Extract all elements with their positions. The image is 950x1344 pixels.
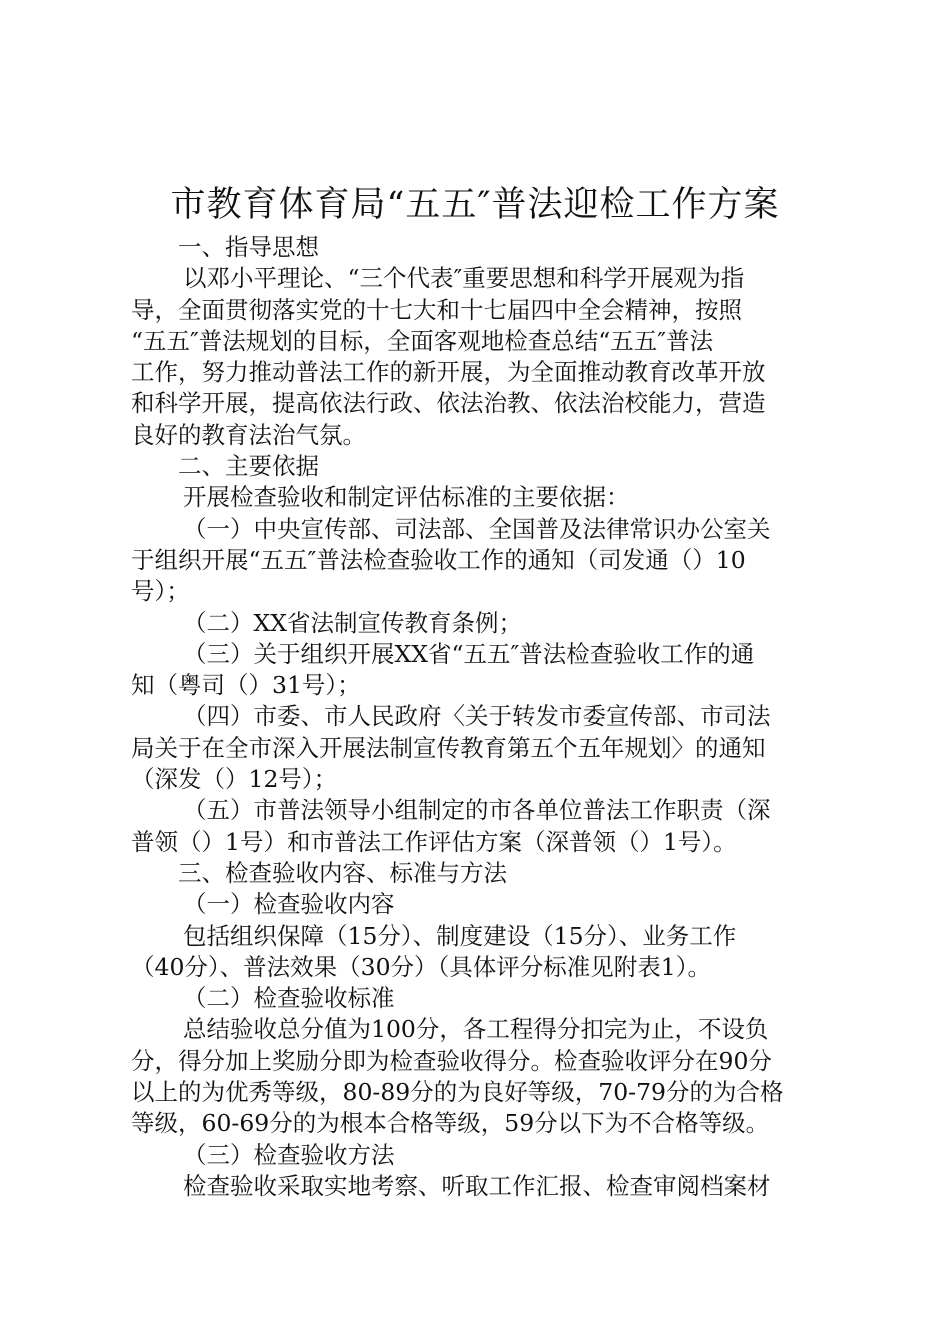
list-item-line: （三）关于组织开展XX省“五五″普法检查验收工作的通 bbox=[183, 639, 755, 668]
list-item-line: （二）XX省法制宣传教育条例； bbox=[183, 608, 522, 637]
list-item-line: （五）市普法领导小组制定的市各单位普法工作职责（深 bbox=[183, 796, 771, 825]
list-item-line: 局关于在全市深入开展法制宣传教育第五个五年规划〉的通知 bbox=[131, 733, 766, 762]
subsection-heading: （一）检查验收内容 bbox=[183, 890, 395, 919]
section-heading: 一、指导思想 bbox=[178, 233, 319, 261]
paragraph-line: 以邓小平理论、“三个代表″重要思想和科学开展观为指 bbox=[183, 264, 745, 293]
section-heading: 三、检查验收内容、标准与方法 bbox=[178, 858, 507, 887]
paragraph-line: 工作，努力推动普法工作的新开展，为全面推动教育改革开放 bbox=[131, 358, 766, 387]
subsection-heading: （三）检查验收方法 bbox=[183, 1140, 395, 1169]
list-item-line: 普领（）1号）和市普法工作评估方案（深普领（）1号）。 bbox=[131, 827, 737, 856]
document-title: 市教育体育局“五五″普法迎检工作方案 bbox=[170, 185, 780, 225]
paragraph-line: 以上的为优秀等级，80-89分的为良好等级，70-79分的为合格 bbox=[131, 1078, 784, 1107]
paragraph-line: 总结验收总分值为100分，各工程得分扣完为止，不设负 bbox=[183, 1015, 769, 1044]
list-item-line: 于组织开展“五五″普法检查验收工作的通知（司发通（）10 bbox=[131, 545, 746, 574]
list-item-line: （一）中央宣传部、司法部、全国普及法律常识办公室关 bbox=[183, 514, 771, 543]
paragraph-line: “五五″普法规划的目标，全面客观地检查总结“五五″普法 bbox=[131, 326, 714, 355]
list-item-line: （四）市委、市人民政府〈关于转发市委宣传部、市司法 bbox=[183, 702, 771, 731]
paragraph-line: 检查验收采取实地考察、听取工作汇报、检查审阅档案材 bbox=[183, 1171, 771, 1200]
document-body bbox=[131, 232, 831, 1202]
paragraph-line: 包括组织保障（15分）、制度建设（15分）、业务工作 bbox=[183, 921, 737, 950]
paragraph-line: （40分）、普法效果（30分）（具体评分标准见附表1）。 bbox=[131, 952, 712, 981]
paragraph-line: 导，全面贯彻落实党的十七大和十七届四中全会精神，按照 bbox=[131, 295, 742, 324]
list-item-line: 号）； bbox=[131, 577, 190, 606]
subsection-heading: （二）检查验收标准 bbox=[183, 984, 395, 1013]
paragraph-line: 等级，60-69分的为根本合格等级，59分以下为不合格等级。 bbox=[131, 1109, 770, 1138]
paragraph-line: 良好的教育法治气氛。 bbox=[131, 420, 366, 449]
paragraph-line: 开展检查验收和制定评估标准的主要依据： bbox=[183, 483, 630, 512]
paragraph-line: 和科学开展，提高依法行政、依法治教、依法治校能力，营造 bbox=[131, 389, 766, 418]
section-heading: 二、主要依据 bbox=[178, 452, 319, 481]
paragraph-line: 分，得分加上奖励分即为检查验收得分。检查验收评分在90分 bbox=[131, 1046, 772, 1075]
list-item-line: （深发（）12号）； bbox=[131, 765, 338, 794]
list-item-line: 知（粤司（）31号）； bbox=[131, 671, 361, 700]
